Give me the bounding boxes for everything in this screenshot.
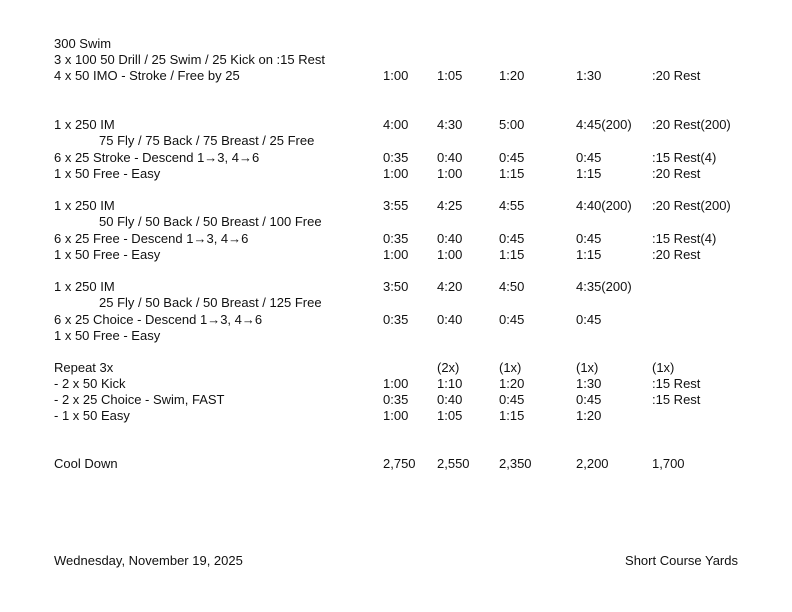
total-yards-col-2: 2,550 xyxy=(437,456,470,471)
set-desc: 6 x 25 Choice - Descend 1→3, 4→6 xyxy=(54,312,263,327)
repeat-choice-row xyxy=(0,392,792,408)
cooldown-row xyxy=(0,456,792,472)
interval-col-1: 3:50 xyxy=(383,279,409,294)
set-desc: - 1 x 50 Easy xyxy=(54,408,130,423)
interval-col-4: 1:15 xyxy=(576,247,602,262)
interval-col-1: 1:00 xyxy=(383,247,409,262)
stroke-breakdown: 75 Fly / 75 Back / 75 Breast / 25 Free xyxy=(99,133,315,148)
interval-col-5: :20 Rest(200) xyxy=(652,117,731,132)
interval-col-4: 4:40(200) xyxy=(576,198,632,213)
interval-col-3: 1:20 xyxy=(499,68,525,83)
set-desc: 1 x 250 IM xyxy=(54,198,115,213)
footer-course-type: Short Course Yards xyxy=(625,553,738,568)
interval-col-1: 0:35 xyxy=(383,312,409,327)
interval-col-2: 1:00 xyxy=(437,247,463,262)
interval-col-5: :15 Rest xyxy=(652,376,701,391)
interval-col-4: 0:45 xyxy=(576,150,602,165)
interval-col-2: 4:25 xyxy=(437,198,463,213)
interval-col-5: :20 Rest(200) xyxy=(652,198,731,213)
interval-col-1: 0:35 xyxy=(383,392,409,407)
interval-col-3: 5:00 xyxy=(499,117,525,132)
interval-col-4: 4:35(200) xyxy=(576,279,632,294)
interval-col-3: 0:45 xyxy=(499,312,525,327)
set2-descend-row xyxy=(0,231,792,247)
interval-col-1: 1:00 xyxy=(383,376,409,391)
set-desc: 6 x 25 Free - Descend 1→3, 4→6 xyxy=(54,231,249,246)
interval-col-4: 0:45 xyxy=(576,231,602,246)
warmup-imo-row xyxy=(0,68,792,84)
interval-col-2: 1:00 xyxy=(437,166,463,181)
interval-col-5: :15 Rest(4) xyxy=(652,150,717,165)
warmup-drill-desc: 3 x 100 50 Drill / 25 Swim / 25 Kick on :15 Rest xyxy=(54,52,325,67)
set-desc: 1 x 50 Free - Easy xyxy=(54,247,161,262)
interval-col-1: 1:00 xyxy=(383,68,409,83)
interval-col-4: 0:45 xyxy=(576,392,602,407)
interval-col-1: 0:35 xyxy=(383,231,409,246)
warmup-drill-row xyxy=(0,52,792,68)
interval-col-4: 1:30 xyxy=(576,376,602,391)
interval-col-4: 0:45 xyxy=(576,312,602,327)
total-yards-col-4: 2,200 xyxy=(576,456,609,471)
set-desc: - 2 x 25 Choice - Swim, FAST xyxy=(54,392,225,407)
total-yards-col-3: 2,350 xyxy=(499,456,532,471)
set-desc: 1 x 50 Free - Easy xyxy=(54,166,161,181)
set2-im-row xyxy=(0,198,792,214)
set1-easy-row xyxy=(0,166,792,182)
repeat-easy-row xyxy=(0,408,792,424)
interval-col-1: 4:00 xyxy=(383,117,409,132)
interval-col-2: 0:40 xyxy=(437,150,463,165)
interval-col-5: :20 Rest xyxy=(652,68,701,83)
interval-col-3: 0:45 xyxy=(499,150,525,165)
interval-col-2: 0:40 xyxy=(437,312,463,327)
set-desc: 6 x 25 Stroke - Descend 1→3, 4→6 xyxy=(54,150,260,165)
interval-col-2: 4:30 xyxy=(437,117,463,132)
interval-col-4: 1:15 xyxy=(576,166,602,181)
interval-col-3: 0:45 xyxy=(499,231,525,246)
set-desc: 1 x 250 IM xyxy=(54,117,115,132)
set3-easy-row xyxy=(0,328,792,344)
interval-col-3: 0:45 xyxy=(499,392,525,407)
stroke-breakdown: 50 Fly / 50 Back / 50 Breast / 100 Free xyxy=(99,214,322,229)
set3-im-row xyxy=(0,279,792,295)
set2-easy-row xyxy=(0,247,792,263)
set1-descend-row xyxy=(0,150,792,166)
interval-col-2: 4:20 xyxy=(437,279,463,294)
repeat-count-col-4: (1x) xyxy=(576,360,599,375)
interval-col-4: 1:20 xyxy=(576,408,602,423)
interval-col-1: 0:35 xyxy=(383,150,409,165)
warmup-title: 300 Swim xyxy=(54,36,112,51)
interval-col-4: 1:30 xyxy=(576,68,602,83)
interval-col-3: 4:50 xyxy=(499,279,525,294)
interval-col-1: 3:55 xyxy=(383,198,409,213)
stroke-breakdown: 25 Fly / 50 Back / 50 Breast / 125 Free xyxy=(99,295,322,310)
interval-col-2: 0:40 xyxy=(437,231,463,246)
warmup-title-row xyxy=(0,36,792,52)
set-desc: 4 x 50 IMO - Stroke / Free by 25 xyxy=(54,68,240,83)
interval-col-1: 1:00 xyxy=(383,408,409,423)
interval-col-3: 1:15 xyxy=(499,166,525,181)
interval-col-2: 1:10 xyxy=(437,376,463,391)
set-desc: - 2 x 50 Kick xyxy=(54,376,126,391)
repeat-title: Repeat 3x xyxy=(54,360,114,375)
interval-col-4: 4:45(200) xyxy=(576,117,632,132)
interval-col-2: 1:05 xyxy=(437,408,463,423)
interval-col-3: 1:20 xyxy=(499,376,525,391)
repeat-count-col-5: (1x) xyxy=(652,360,675,375)
interval-col-2: 0:40 xyxy=(437,392,463,407)
interval-col-5: :15 Rest xyxy=(652,392,701,407)
set1-breakdown-row xyxy=(0,133,792,149)
set-desc: 1 x 50 Free - Easy xyxy=(54,328,161,343)
set3-descend-row xyxy=(0,312,792,328)
repeat-header-row xyxy=(0,360,792,376)
interval-col-3: 1:15 xyxy=(499,408,525,423)
repeat-count-col-2: (2x) xyxy=(437,360,460,375)
interval-col-2: 1:05 xyxy=(437,68,463,83)
interval-col-5: :15 Rest(4) xyxy=(652,231,717,246)
interval-col-5: :20 Rest xyxy=(652,166,701,181)
set3-breakdown-row xyxy=(0,295,792,311)
set1-im-row xyxy=(0,117,792,133)
interval-col-5: :20 Rest xyxy=(652,247,701,262)
interval-col-1: 1:00 xyxy=(383,166,409,181)
set-desc: 1 x 250 IM xyxy=(54,279,115,294)
interval-col-3: 1:15 xyxy=(499,247,525,262)
cooldown-label: Cool Down xyxy=(54,456,118,471)
total-yards-col-1: 2,750 xyxy=(383,456,416,471)
set2-breakdown-row xyxy=(0,214,792,230)
repeat-kick-row xyxy=(0,376,792,392)
footer-date: Wednesday, November 19, 2025 xyxy=(54,553,243,568)
interval-col-3: 4:55 xyxy=(499,198,525,213)
total-yards-col-5: 1,700 xyxy=(652,456,685,471)
repeat-count-col-3: (1x) xyxy=(499,360,522,375)
